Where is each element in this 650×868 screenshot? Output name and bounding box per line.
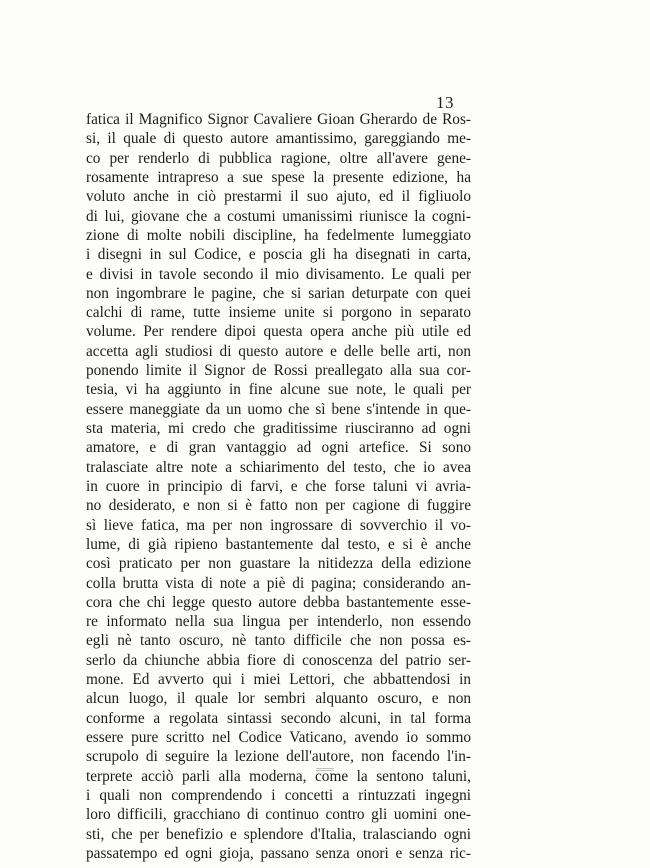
- text-line: no desiderato, e non si è fatto non per cagione di fuggire: [86, 497, 471, 515]
- text-line: i disegni in sul Codice, e poscia gli ha disegnati in carta,: [86, 246, 471, 264]
- text-line: sì lieve fatica, ma per non ingrossare di sovverchio il vo-: [86, 516, 471, 534]
- text-line: co per renderlo di pubblica ragione, oltre all'avere gene-: [86, 149, 471, 167]
- text-line: i quali non comprendendo i concetti a rintuzzati ingegni: [86, 786, 471, 804]
- text-line: loro difficili, gracchiano di continuo contro gli uomini one-: [86, 806, 471, 824]
- text-line: volume. Per rendere dipoi questa opera anche più utile ed: [86, 323, 471, 341]
- text-line: tralasciate altre note a schiarimento del testo, che io avea: [86, 458, 471, 476]
- text-line: accetta agli studiosi di questo autore e delle belle arti, non: [86, 342, 471, 360]
- text-line: lume, di già ripieno bastantemente dal testo, e si è anche: [86, 535, 471, 553]
- body-text: [86, 110, 471, 863]
- text-line: calchi di rame, tutte insieme unite si porgono in separato: [86, 304, 471, 322]
- text-line: in cuore in principio di farvi, e che forse taluni vi avria-: [86, 477, 471, 495]
- page-number: 13: [436, 93, 454, 112]
- text-line: egli nè tanto oscuro, nè tanto difficile che non possa es-: [86, 632, 471, 650]
- text-line: terprete acciò parli alla moderna, come la sentono taluni,: [86, 767, 471, 785]
- text-line: sti, che per benefizio e splendore d'Italia, tralasciando ogni: [86, 825, 471, 843]
- text-line: amatore, e di gran vantaggio ad ogni artefice. Si sono: [86, 439, 471, 457]
- text-line: essere maneggiate da un uomo che sì bene s'intende in que-: [86, 400, 471, 418]
- text-line: tesia, vi ha aggiunto in fine alcune sue note, le quali per: [86, 381, 471, 399]
- text-line: scrupolo di seguire la lezione dell'autore, non facendo l'in-: [86, 748, 471, 766]
- text-line: alcun luogo, il quale lor sembri alquanto oscuro, e non: [86, 690, 471, 708]
- text-line: mone. Ed avverto qui i miei Lettori, che abbattendosi in: [86, 671, 471, 689]
- text-line: fatica il Magnifico Signor Cavaliere Gioan Gherardo de Ros-: [86, 111, 471, 128]
- text-line: ponendo limite il Signor de Rossi preallegato alla sua cor-: [86, 362, 471, 380]
- text-line: conforme a regolata sintassi secondo alcuni, in tal forma: [86, 709, 471, 727]
- text-line: si, il quale di questo autore amantissimo, gareggiando me-: [86, 130, 471, 148]
- text-line: così praticato per non guastare la nitidezza della edizione: [86, 555, 471, 573]
- text-line: e divisi in tavole secondo il mio divisamento. Le quali per: [86, 265, 471, 283]
- text-line: re informato nella sua lingua per intenderlo, non essendo: [86, 613, 471, 631]
- text-line: voluto anche in ciò prestarmi il suo ajuto, ed il figliuolo: [86, 188, 471, 206]
- text-line: essere pure scritto nel Codice Vaticano, avendo io sommo: [86, 729, 471, 746]
- text-line: sta materia, mi credo che graditissime riusciranno ad ogni: [86, 420, 471, 437]
- text-line: di lui, giovane che a costumi umanissimi riunisce la cogni-: [86, 207, 471, 225]
- text-line: non ingombrare le pagine, che si sarian deturpate con quei: [86, 284, 471, 302]
- text-line: serlo da chiunche abbia fiore di conoscenza del patrio ser-: [86, 651, 471, 669]
- text-line: rosamente intrapreso a sue spese la presente edizione, ha: [86, 168, 471, 186]
- text-line: colla brutta vista di note a piè di pagina; considerando an-: [86, 574, 471, 592]
- signature-mark: [316, 768, 334, 771]
- text-line: zione di molte nobili discipline, ha fedelmente lumeggiato: [86, 226, 471, 244]
- text-line: cora che chi legge questo autore debba bastantemente esse-: [86, 593, 471, 611]
- text-line: passatempo ed ogni gioja, passano senza onori e senza ric-: [86, 844, 471, 862]
